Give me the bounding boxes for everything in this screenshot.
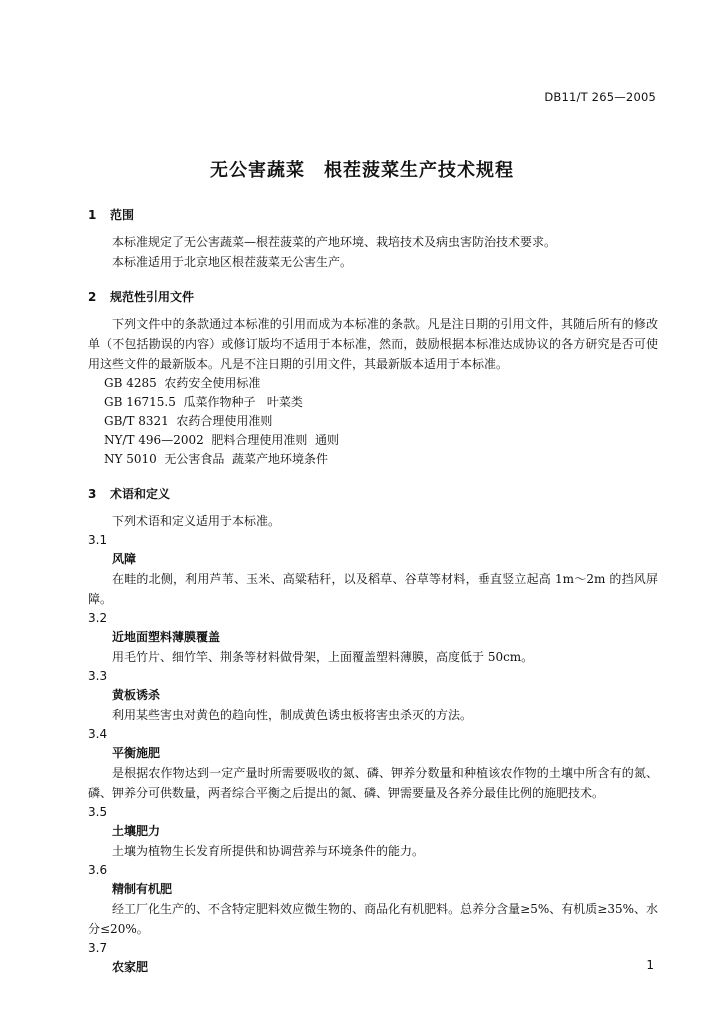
section-heading-scope bbox=[88, 206, 658, 224]
paragraph: 下列术语和定义适用于本标准。 bbox=[112, 514, 281, 528]
term-number: 3.4 bbox=[88, 727, 108, 741]
term-entry bbox=[88, 803, 658, 861]
section-title: 规范性引用文件 bbox=[110, 290, 195, 304]
term-entry bbox=[88, 531, 658, 609]
section-number: 2 bbox=[88, 290, 97, 304]
term-definition: 土壤为植物生长发育所提供和协调营养与环境条件的能力。 bbox=[112, 844, 425, 858]
term-name: 精制有机肥 bbox=[112, 882, 173, 896]
term-name: 黄板诱杀 bbox=[112, 688, 161, 702]
term-name: 平衡施肥 bbox=[112, 746, 161, 760]
paragraph: 本标准适用于北京地区根茬菠菜无公害生产。 bbox=[112, 255, 353, 269]
term-number: 3.1 bbox=[88, 533, 108, 547]
term-definition: 经工厂化生产的、不含特定肥料效应微生物的、商品化有机肥料。总养分含量≥5%、有机质≥35%、水分≤20%。 bbox=[88, 902, 658, 936]
term-definition: 在畦的北侧，利用芦苇、玉米、高粱秸秆，以及稻草、谷草等材料，垂直竖立起高 1m～2m 的挡风屏障。 bbox=[88, 572, 658, 606]
section-heading-normative-references bbox=[88, 288, 658, 306]
paragraph: 下列文件中的条款通过本标准的引用而成为本标准的条款。凡是注日期的引用文件，其随后所有的修改单（不包括勘误的内容）或修订版均不适用于本标准，然而，鼓励根据本标准达成协议的各方研究是否可使用这些文件的最新版本。凡是不注日期的引用文件，其最新版本适用于本标准。 bbox=[88, 317, 658, 371]
page-number: 1 bbox=[646, 958, 654, 972]
section-number: 1 bbox=[88, 208, 97, 222]
term-number: 3.2 bbox=[88, 611, 108, 625]
term-number: 3.6 bbox=[88, 863, 108, 877]
reference-item: NY/T 496—2002 肥料合理使用准则 通则 bbox=[104, 433, 339, 447]
section-number: 3 bbox=[88, 487, 97, 501]
document-body bbox=[88, 196, 658, 977]
term-name: 农家肥 bbox=[112, 960, 149, 974]
term-definition: 用毛竹片、细竹竿、荆条等材料做骨架，上面覆盖塑料薄膜，高度低于 50cm。 bbox=[112, 650, 534, 664]
reference-item: GB 4285 农药安全使用标准 bbox=[104, 376, 261, 390]
term-name: 近地面塑料薄膜覆盖 bbox=[112, 630, 221, 644]
paragraph: 本标准规定了无公害蔬菜—根茬菠菜的产地环境、栽培技术及病虫害防治技术要求。 bbox=[112, 235, 557, 249]
term-name: 土壤肥力 bbox=[112, 824, 161, 838]
term-entry bbox=[88, 725, 658, 803]
term-definition: 是根据农作物达到一定产量时所需要吸收的氮、磷、钾养分数量和种植该农作物的土壤中所含有的氮、磷、钾养分可供数量，两者综合平衡之后提出的氮、磷、钾需要量及各养分最佳比例的施肥技术。 bbox=[88, 766, 658, 800]
section-title: 范围 bbox=[110, 208, 135, 222]
term-number: 3.3 bbox=[88, 669, 108, 683]
term-number: 3.7 bbox=[88, 941, 108, 955]
term-entry bbox=[88, 939, 658, 977]
reference-item: GB/T 8321 农药合理使用准则 bbox=[104, 414, 273, 428]
term-definition: 利用某些害虫对黄色的趋向性，制成黄色诱虫板将害虫杀灭的方法。 bbox=[112, 708, 473, 722]
reference-item: GB 16715.5 瓜菜作物种子 叶菜类 bbox=[104, 395, 303, 409]
section-heading-terms-definitions bbox=[88, 485, 658, 503]
reference-item: NY 5010 无公害食品 蔬菜产地环境条件 bbox=[104, 452, 329, 466]
term-entry bbox=[88, 609, 658, 667]
section-title: 术语和定义 bbox=[110, 487, 171, 501]
document-title: 无公害蔬菜 根茬菠菜生产技术规程 bbox=[210, 160, 514, 181]
term-entry bbox=[88, 667, 658, 725]
term-number: 3.5 bbox=[88, 805, 108, 819]
term-name: 风障 bbox=[112, 552, 137, 566]
document-code: DB11/T 265—2005 bbox=[544, 90, 656, 104]
term-entry bbox=[88, 861, 658, 939]
